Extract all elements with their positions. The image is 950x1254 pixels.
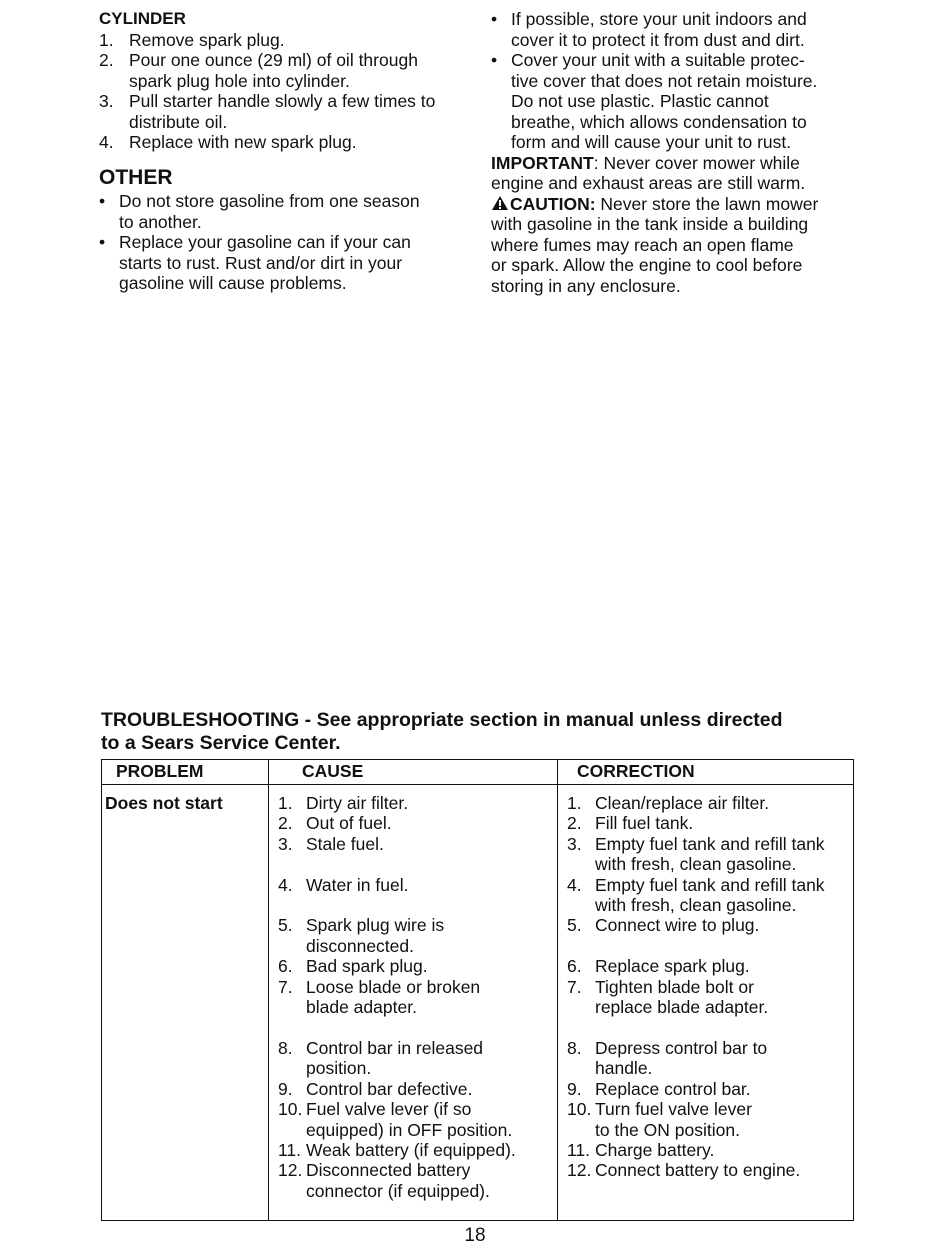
item-line: Stale fuel. <box>306 833 384 854</box>
item-number: 6. <box>278 956 293 977</box>
item-text <box>595 1099 855 1140</box>
troubleshooting-title-line1: TROUBLESHOOTING - See appropriate section in manual unless directed <box>101 709 783 731</box>
item-line: Fill fuel tank. <box>595 813 694 834</box>
item-line: Clean/replace air filter. <box>595 793 770 813</box>
item-line <box>306 895 553 915</box>
correction-item <box>567 1038 855 1079</box>
item-line: blade adapter. <box>306 997 417 1018</box>
bullet-line: If possible, store your unit indoors and <box>511 9 807 29</box>
cylinder-steps <box>99 30 474 153</box>
cause-item <box>278 1079 553 1099</box>
correction-item <box>567 1079 855 1099</box>
bullet-line: to another. <box>119 211 202 232</box>
bullet-icon: • <box>491 9 498 29</box>
item-text <box>129 30 474 51</box>
item-line: Replace control bar. <box>595 1078 751 1099</box>
item-line <box>595 936 855 956</box>
item-number: 4. <box>278 874 293 895</box>
item-text <box>595 1079 855 1099</box>
item-number: 10. <box>278 1099 303 1120</box>
caution-line: storing in any enclosure. <box>491 275 681 296</box>
item-number: 12. <box>567 1160 592 1181</box>
bullet-line: Do not use plastic. Plastic cannot <box>511 91 769 111</box>
item-text <box>306 977 553 1018</box>
cause-item <box>278 834 553 854</box>
item-number <box>567 1017 595 1037</box>
left-column <box>99 9 474 294</box>
bullet-line: cover it to protect it from dust and dirt. <box>511 29 805 50</box>
item-line: distribute oil. <box>129 111 228 132</box>
troubleshooting-title <box>101 709 861 755</box>
item-line: with fresh, clean gasoline. <box>595 895 797 916</box>
troubleshooting-table <box>101 759 854 1221</box>
item-text <box>306 1099 553 1140</box>
item-number: 6. <box>567 956 582 977</box>
caution-text: Never store the lawn mower <box>595 193 819 214</box>
item-text <box>306 1140 553 1160</box>
item-text <box>306 1017 553 1037</box>
item-number: 10. <box>567 1099 592 1120</box>
cause-item <box>278 977 553 1018</box>
cylinder-step <box>99 132 474 153</box>
item-line: Charge battery. <box>595 1139 715 1160</box>
bullet-text <box>511 9 863 50</box>
item-text <box>595 875 855 916</box>
bullet-line: tive cover that does not retain moisture. <box>511 70 818 91</box>
cause-item <box>278 875 553 895</box>
cylinder-step <box>99 30 474 51</box>
item-text <box>595 834 855 875</box>
item-number <box>278 895 306 915</box>
important-text-2: engine and exhaust areas are still warm. <box>491 173 806 193</box>
bullet-line: Cover your unit with a suitable protec- <box>511 50 805 70</box>
item-line: to the ON position. <box>595 1119 740 1140</box>
cylinder-step <box>99 50 474 91</box>
header-divider <box>102 784 853 785</box>
item-line: with fresh, clean gasoline. <box>595 854 797 875</box>
item-text <box>595 813 855 833</box>
item-line: Turn fuel valve lever <box>595 1099 752 1120</box>
item-line <box>306 1017 553 1037</box>
caution-line: where fumes may reach an open flame <box>491 234 794 255</box>
bullet-line: form and will cause your unit to rust. <box>511 132 792 152</box>
cause-item <box>278 813 553 833</box>
caution-line: or spark. Allow the engine to cool before <box>491 255 803 275</box>
correction-list <box>567 793 855 1181</box>
item-number: 12. <box>278 1160 303 1181</box>
cause-item <box>278 915 553 956</box>
bullet-text <box>119 191 474 232</box>
caution-label: CAUTION: <box>510 193 596 214</box>
item-number <box>278 854 306 874</box>
item-number: 5. <box>567 915 582 936</box>
cause-list <box>278 793 553 1201</box>
item-number: 3. <box>278 833 293 854</box>
item-text <box>306 1160 553 1201</box>
correction-item <box>567 936 855 956</box>
bullet-text <box>119 232 474 294</box>
item-line: Depress control bar to <box>595 1037 768 1058</box>
cause-item <box>278 1160 553 1201</box>
storage-bullet <box>491 50 863 153</box>
item-line <box>595 1017 855 1037</box>
bullet-line: Do not store gasoline from one season <box>119 191 420 211</box>
item-line: handle. <box>595 1058 653 1079</box>
correction-item <box>567 1099 855 1140</box>
correction-item <box>567 1140 855 1160</box>
item-number: 4. <box>567 874 582 895</box>
cause-item <box>278 956 553 976</box>
bullet-line: breathe, which allows condensation to <box>511 111 807 132</box>
item-line: Dirty air filter. <box>306 793 409 813</box>
correction-item <box>567 813 855 833</box>
item-line: Disconnected battery <box>306 1160 471 1181</box>
item-text <box>595 1038 855 1079</box>
item-text <box>595 1017 855 1037</box>
troubleshooting-title-line2: to a Sears Service Center. <box>101 732 341 754</box>
item-line: Tighten blade bolt or <box>595 976 754 997</box>
item-text <box>595 977 855 1018</box>
item-text <box>306 1079 553 1099</box>
item-line: position. <box>306 1058 372 1079</box>
cause-item <box>278 1099 553 1140</box>
important-note <box>491 153 863 194</box>
item-line: Replace with new spark plug. <box>129 132 357 152</box>
bullet-line: Replace your gasoline can if your can <box>119 232 411 252</box>
item-number <box>278 1017 306 1037</box>
correction-item <box>567 915 855 935</box>
right-column <box>491 9 863 296</box>
other-heading: OTHER <box>99 165 173 189</box>
other-bullets <box>99 191 474 294</box>
cause-item <box>278 854 553 874</box>
caution-rest <box>491 214 863 296</box>
correction-item <box>567 1160 855 1180</box>
bullet-line: gasoline will cause problems. <box>119 273 347 293</box>
item-number: 9. <box>567 1078 582 1099</box>
item-number: 5. <box>278 915 293 936</box>
warning-triangle-icon <box>491 195 509 211</box>
item-line: Pull starter handle slowly a few times to <box>129 91 436 111</box>
cause-item <box>278 793 553 813</box>
item-line: Replace spark plug. <box>595 956 750 977</box>
item-number: 2. <box>99 50 114 70</box>
correction-item <box>567 977 855 1018</box>
item-number: 8. <box>278 1037 293 1058</box>
item-text <box>306 915 553 956</box>
caution-note <box>491 194 863 297</box>
column-divider <box>557 760 558 1220</box>
correction-item <box>567 1017 855 1037</box>
item-text <box>595 1160 855 1180</box>
item-line <box>306 854 553 874</box>
item-line: equipped) in OFF position. <box>306 1119 513 1140</box>
item-text <box>129 91 474 132</box>
header-problem: PROBLEM <box>116 761 204 781</box>
correction-item <box>567 875 855 916</box>
item-text <box>595 915 855 935</box>
column-divider <box>268 760 269 1220</box>
item-line: Out of fuel. <box>306 813 392 834</box>
item-line: Connect battery to engine. <box>595 1160 801 1181</box>
item-number: 11. <box>278 1139 302 1160</box>
item-line: Weak battery (if equipped). <box>306 1139 516 1160</box>
bullet-text <box>511 50 863 153</box>
item-text <box>595 956 855 976</box>
item-number: 1. <box>567 793 582 813</box>
item-number: 3. <box>567 833 582 854</box>
item-number: 7. <box>278 976 293 997</box>
item-number: 8. <box>567 1037 582 1058</box>
item-number: 1. <box>278 793 293 813</box>
item-text <box>595 936 855 956</box>
item-text <box>595 793 855 813</box>
page-number: 18 <box>464 1225 486 1246</box>
item-text <box>129 132 474 153</box>
cause-item <box>278 1140 553 1160</box>
item-line: Fuel valve lever (if so <box>306 1099 472 1120</box>
important-text: : Never cover mower while <box>593 152 800 173</box>
correction-item <box>567 956 855 976</box>
storage-bullets <box>491 9 863 153</box>
bullet-icon: • <box>491 50 498 70</box>
item-text <box>129 50 474 91</box>
correction-item <box>567 793 855 813</box>
item-line: Control bar in released <box>306 1037 484 1058</box>
item-line: Empty fuel tank and refill tank <box>595 833 825 854</box>
bullet-icon: • <box>99 191 106 211</box>
item-line: Loose blade or broken <box>306 976 481 997</box>
item-number: 1. <box>99 29 114 50</box>
item-text <box>306 895 553 915</box>
item-number: 2. <box>278 813 293 834</box>
item-line: Remove spark plug. <box>129 29 285 50</box>
item-line: Spark plug wire is <box>306 915 445 936</box>
storage-bullet <box>491 9 863 50</box>
problem-cell: Does not start <box>105 793 223 813</box>
cause-item <box>278 1038 553 1079</box>
item-line: Connect wire to plug. <box>595 915 760 936</box>
other-bullet <box>99 191 474 232</box>
item-number: 3. <box>99 91 114 111</box>
item-line: replace blade adapter. <box>595 997 769 1018</box>
item-number: 9. <box>278 1078 293 1099</box>
item-number: 4. <box>99 132 114 152</box>
item-text <box>306 793 553 813</box>
header-cause: CAUSE <box>302 761 364 781</box>
item-text <box>306 834 553 854</box>
item-number: 11. <box>567 1139 591 1160</box>
bullet-line: starts to rust. Rust and/or dirt in your <box>119 252 403 273</box>
item-line: Bad spark plug. <box>306 956 428 977</box>
item-line: Empty fuel tank and refill tank <box>595 874 825 895</box>
item-text <box>595 1140 855 1160</box>
item-line: disconnected. <box>306 935 414 956</box>
cause-item <box>278 895 553 915</box>
correction-item <box>567 834 855 875</box>
item-text <box>306 1038 553 1079</box>
item-number: 2. <box>567 813 582 834</box>
item-line: Pour one ounce (29 ml) of oil through <box>129 50 418 70</box>
item-number: 7. <box>567 976 582 997</box>
item-text <box>306 875 553 895</box>
item-line: Control bar defective. <box>306 1078 473 1099</box>
bullet-icon: • <box>99 232 106 252</box>
cause-item <box>278 1017 553 1037</box>
item-text <box>306 956 553 976</box>
item-line: Water in fuel. <box>306 874 409 895</box>
cylinder-step <box>99 91 474 132</box>
item-line: connector (if equipped). <box>306 1180 490 1201</box>
item-line: spark plug hole into cylinder. <box>129 70 350 91</box>
item-text <box>306 813 553 833</box>
item-text <box>306 854 553 874</box>
important-label: IMPORTANT <box>491 152 594 173</box>
item-number <box>567 936 595 956</box>
caution-line: with gasoline in the tank inside a building <box>491 214 809 234</box>
header-correction: CORRECTION <box>577 761 695 781</box>
cylinder-heading: CYLINDER <box>99 9 186 28</box>
other-bullet <box>99 232 474 294</box>
